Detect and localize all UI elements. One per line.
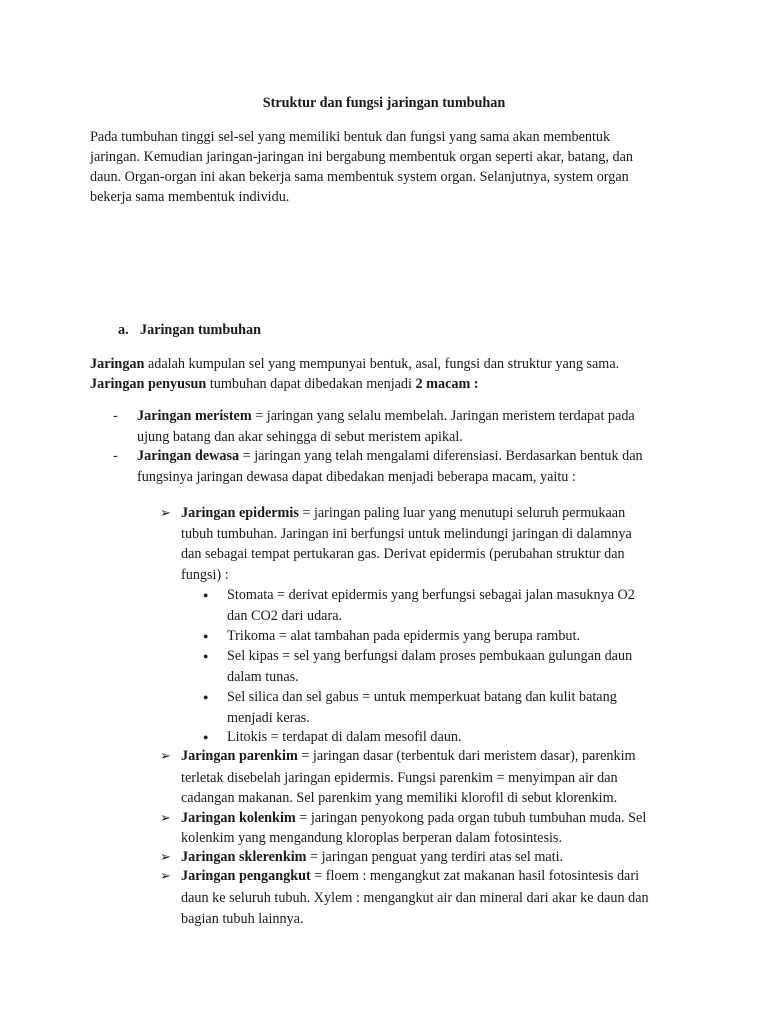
silica-line-1: Sel silica dan sel gabus = untuk memperkuat batang dan kulit batang <box>227 689 617 705</box>
pengangkut-text: = floem : mengangkut zat makanan hasil fotosintesis dari <box>310 868 640 884</box>
definition-line-1 <box>90 354 619 374</box>
section-label: Jaringan tumbuhan <box>140 322 262 338</box>
arrow-bullet-icon: ➢ <box>160 748 171 763</box>
parenkim-line-3: cadangan makanan. Sel parenkim yang memiliki klorofil di sebut klorenkim. <box>181 790 618 806</box>
sklerenkim-term: Jaringan sklerenkim <box>181 849 307 865</box>
dash-bullet: - <box>113 448 118 464</box>
definition-term: Jaringan <box>90 356 145 372</box>
epidermis-line-4: fungsi) : <box>181 567 229 583</box>
epidermis-line-1 <box>181 503 625 523</box>
definition-text-2: tumbuhan dapat dibedakan menjadi <box>206 376 416 392</box>
kipas-line-1: Sel kipas = sel yang berfungsi dalam proses pembukaan gulungan daun <box>227 648 633 664</box>
parenkim-text: = jaringan dasar (terbentuk dari meristem dasar), parenkim <box>297 748 636 764</box>
section-number: a. <box>118 322 129 338</box>
dash-bullet: - <box>113 408 118 424</box>
litokis-line: Litokis = terdapat di dalam mesofil daun. <box>227 729 462 745</box>
stomata-line-1: Stomata = derivat epidermis yang berfungsi sebagai jalan masuknya O2 <box>227 587 635 603</box>
trikoma-line: Trikoma = alat tambahan pada epidermis yang berupa rambut. <box>227 628 580 644</box>
intro-line-1: Pada tumbuhan tinggi sel-sel yang memiliki bentuk dan fungsi yang sama akan membentuk <box>90 129 611 145</box>
kolenkim-text: = jaringan penyokong pada organ tubuh tumbuhan muda. Sel <box>295 810 647 826</box>
definition-text: adalah kumpulan sel yang mempunyai bentuk, asal, fungsi dan struktur yang sama. <box>144 356 620 372</box>
page-title: Struktur dan fungsi jaringan tumbuhan <box>262 95 506 111</box>
intro-line-3: daun. Organ-organ ini akan bekerja sama membentuk system organ. Selanjutnya, system organ <box>90 169 629 185</box>
parenkim-term: Jaringan parenkim <box>181 748 298 764</box>
intro-line-4: bekerja sama membentuk individu. <box>90 189 290 205</box>
definition-term-2: Jaringan penyusun <box>90 376 207 392</box>
bullet-dot-icon: ● <box>203 631 209 641</box>
bullet-dot-icon: ● <box>203 651 209 661</box>
dewasa-line-2: fungsinya jaringan dewasa dapat dibedakan menjadi beberapa macam, yaitu : <box>137 469 576 485</box>
bullet-dot-icon: ● <box>203 590 209 600</box>
dewasa-text: = jaringan yang telah mengalami diferensiasi. Berdasarkan bentuk dan <box>239 448 643 464</box>
definition-line-2 <box>90 374 479 394</box>
parenkim-line-1 <box>181 746 636 766</box>
pengangkut-line-2: daun ke seluruh tubuh. Xylem : mengangkut air dan mineral dari akar ke daun dan <box>181 890 649 906</box>
dewasa-line-1 <box>137 446 643 466</box>
parenkim-line-2: terletak disebelah jaringan epidermis. Fungsi parenkim = menyimpan air dan <box>181 770 618 786</box>
bullet-dot-icon: ● <box>203 732 209 742</box>
arrow-bullet-icon: ➢ <box>160 849 171 864</box>
meristem-term: Jaringan meristem <box>137 408 252 424</box>
kipas-line-2: dalam tunas. <box>227 669 299 685</box>
definition-count: 2 macam : <box>415 376 479 392</box>
pengangkut-term: Jaringan pengangkut <box>181 868 311 884</box>
intro-line-2: jaringan. Kemudian jaringan-jaringan ini bergabung membentuk organ seperti akar, batang, dan <box>90 149 633 165</box>
epidermis-line-3: dan sebagai tempat pertukaran gas. Derivat epidermis (perubahan struktur dan <box>181 546 625 562</box>
kolenkim-line-2: kolenkim yang mengandung kloroplas berperan dalam fotosintesis. <box>181 830 563 846</box>
arrow-bullet-icon: ➢ <box>160 505 171 520</box>
meristem-text: = jaringan yang selalu membelah. Jaringan meristem terdapat pada <box>251 408 635 424</box>
arrow-bullet-icon: ➢ <box>160 810 171 825</box>
epidermis-text: = jaringan paling luar yang menutupi seluruh permukaan <box>298 505 626 521</box>
pengangkut-line-3: bagian tubuh lainnya. <box>181 911 304 927</box>
epidermis-term: Jaringan epidermis <box>181 505 299 521</box>
epidermis-line-2: tubuh tumbuhan. Jaringan ini berfungsi untuk melindungi jaringan di dalamnya <box>181 526 632 542</box>
stomata-line-2: dan CO2 dari udara. <box>227 608 343 624</box>
silica-line-2: menjadi keras. <box>227 710 310 726</box>
meristem-line-1 <box>137 406 635 426</box>
meristem-line-2: ujung batang dan akar sehingga di sebut meristem apikal. <box>137 429 463 445</box>
kolenkim-term: Jaringan kolenkim <box>181 810 296 826</box>
sklerenkim-line <box>181 847 563 867</box>
kolenkim-line-1 <box>181 808 646 828</box>
pengangkut-line-1 <box>181 866 639 886</box>
sklerenkim-text: = jaringan penguat yang terdiri atas sel mati. <box>306 849 564 865</box>
dewasa-term: Jaringan dewasa <box>137 448 240 464</box>
bullet-dot-icon: ● <box>203 692 209 702</box>
arrow-bullet-icon: ➢ <box>160 868 171 883</box>
